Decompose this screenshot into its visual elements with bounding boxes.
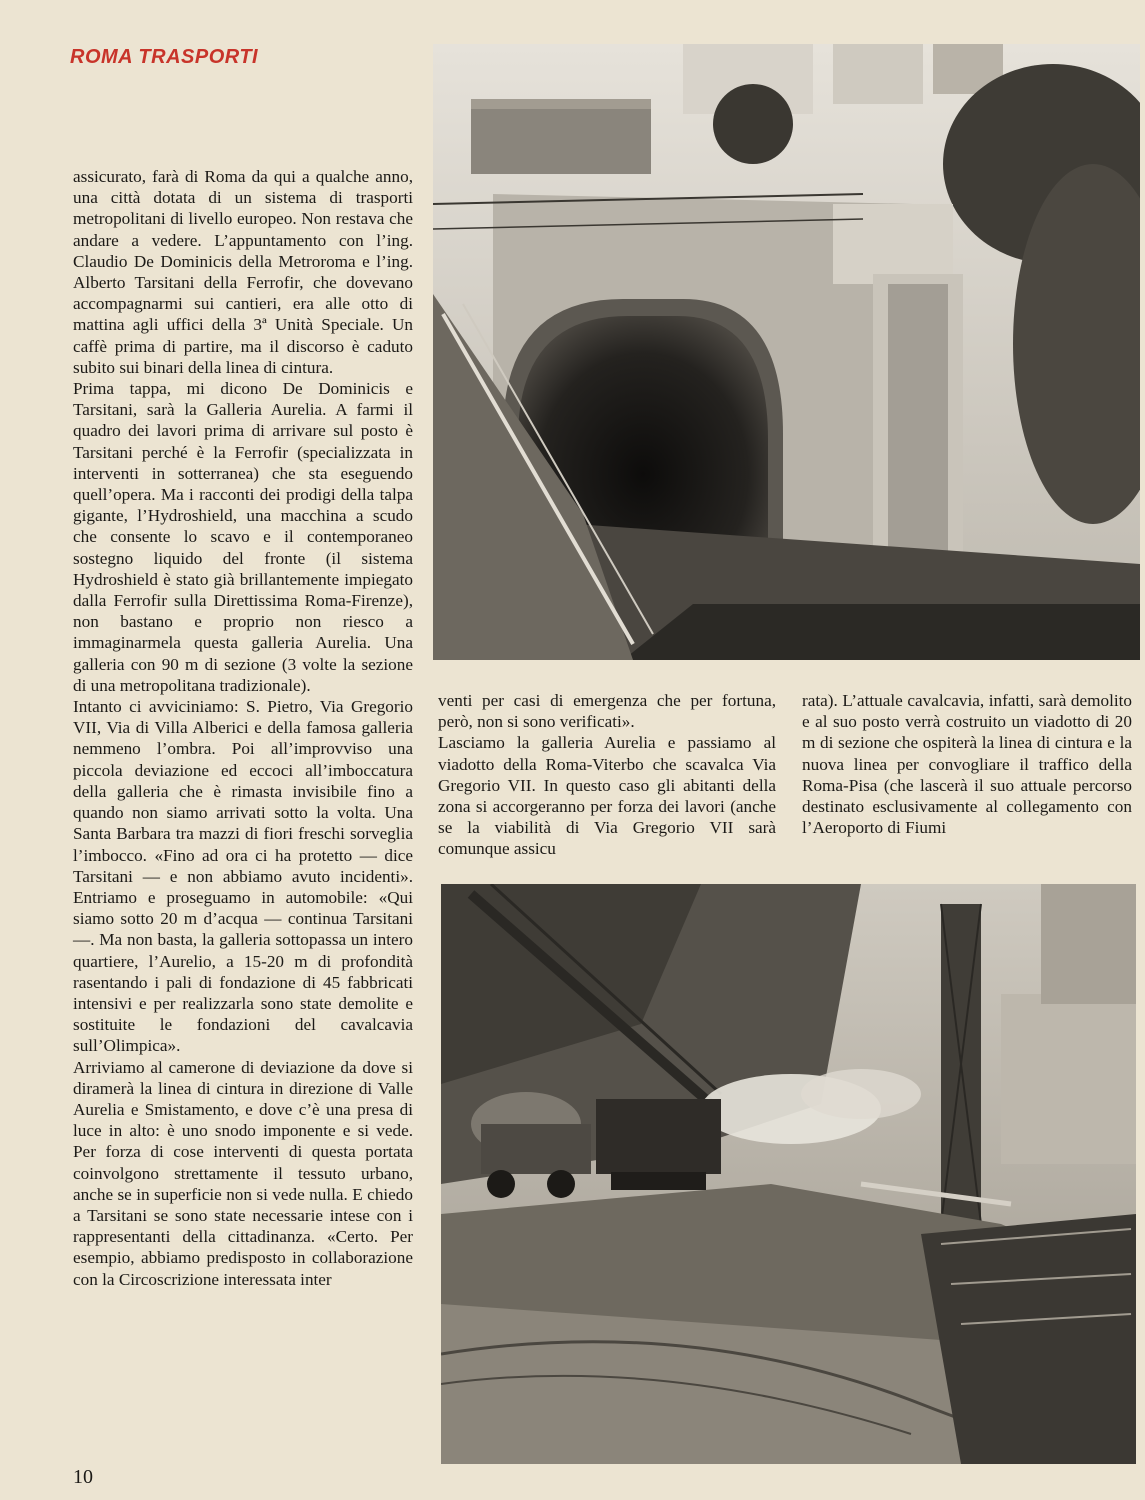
construction-photo-drawing: [441, 884, 1136, 1464]
right-column: [802, 690, 1132, 838]
paragraph: venti per casi di emergenza che per fortuna, però, non si sono verificati».: [438, 691, 776, 732]
paragraph: rata). L’attuale cavalcavia, infatti, sarà demolito e al suo posto verrà costruito un viadotto di 20 m di sezione che ospiterà la linea di cintura e la nuova linea per convogliare il traffico della Roma-Pisa (che lascerà il suo attuale percorso destinato esclusivamente al collegamento con l’Aeroporto di Fiumi: [802, 691, 1132, 838]
section-header: ROMA TRASPORTI: [70, 46, 259, 68]
middle-column: [438, 690, 776, 860]
left-column: [73, 166, 413, 1290]
tunnel-entrance-photo: [433, 44, 1140, 660]
construction-site-photo: [441, 884, 1136, 1464]
paragraph: Lasciamo la galleria Aurelia e passiamo al viadotto della Roma-Viterbo che scavalca Via Gregorio VII. In questo caso gli abitanti della zona si accorgeranno per forza dei lavori (anche se la viabilità di Via Gregorio VII sarà comunque assicu: [438, 733, 776, 859]
paragraph: assicurato, farà di Roma da qui a qualche anno, una città dotata di un sistema di trasporti metropolitani di livello europeo. Non restava che andare a vedere. L’appuntamento con l’ing. Claudio De Dominicis della Metroroma e l’ing. Alberto Tarsitani della Ferrofir, che dovevano accompagnarmi sui cantieri, era alle otto di mattina agli uffici della 3ª Unità Speciale. Un caffè prima di partire, ma il discorso è caduto subito sui binari della linea di cintura.: [73, 167, 413, 377]
paragraph: Arriviamo al camerone di deviazione da dove si diramerà la linea di cintura in direzione di Valle Aurelia e Smistamento, e dove c’è una presa di luce in alto: è uno snodo imponente e si vede. Per forza di cose interventi di questa portata coinvolgono strettamente il tessuto urbano, anche se in superficie non si vede nulla. E chiedo a Tarsitani se sono state necessarie intese con i rappresentanti della cittadinanza. «Certo. Per esempio, abbiamo predisposto in collaborazione con la Circoscrizione interessata inter: [73, 1057, 413, 1289]
tunnel-photo-drawing: [433, 44, 1140, 660]
paragraph: Intanto ci avviciniamo: S. Pietro, Via Gregorio VII, Via di Villa Alberici e della famosa galleria nemmeno l’ombra. Poi all’improvviso una piccola deviazione ed eccoci all’imboccatura della galleria che è rimasta invisibile fino a quando non siamo arrivati sotto la volta. Una Santa Barbara tra mazzi di fiori freschi sorveglia l’imbocco. «Fino ad ora ci ha protetto — dice Tarsitani — e non abbiamo avuto incidenti». Entriamo e proseguamo in automobile: «Qui siamo sotto 20 m d’acqua — continua Tarsitani —. Ma non basta, la galleria sottopassa un intero quartiere, l’Aurelio, a 15-20 m di profondità rasentando i pali di fondazione di 45 fabbricati intensivi e per realizzarla sono state demolite e sostituite le fondazioni del cavalcavia sull’Olimpica».: [73, 697, 413, 1056]
paragraph: Prima tappa, mi dicono De Dominicis e Tarsitani, sarà la Galleria Aurelia. A farmi il quadro dei lavori prima di arrivare sul posto è Tarsitani perché è la Ferrofir (specializzata in interventi in sotterranea) che sta eseguendo quell’opera. Ma i racconti dei prodigi della talpa gigante, l’Hydroshield, una macchina a scudo che consente lo scavo e il contemporaneo sostegno liquido del fronte (il sistema Hydroshield è stato già brillantemente impiegato dalla Ferrofir sulla Direttissima Roma-Firenze), non bastano e proprio non riesco a immaginarmela questa galleria Aurelia. Una galleria con 90 m di sezione (3 volte la sezione di una metropolitana tradizionale).: [73, 379, 413, 695]
page-number: 10: [73, 1466, 93, 1488]
